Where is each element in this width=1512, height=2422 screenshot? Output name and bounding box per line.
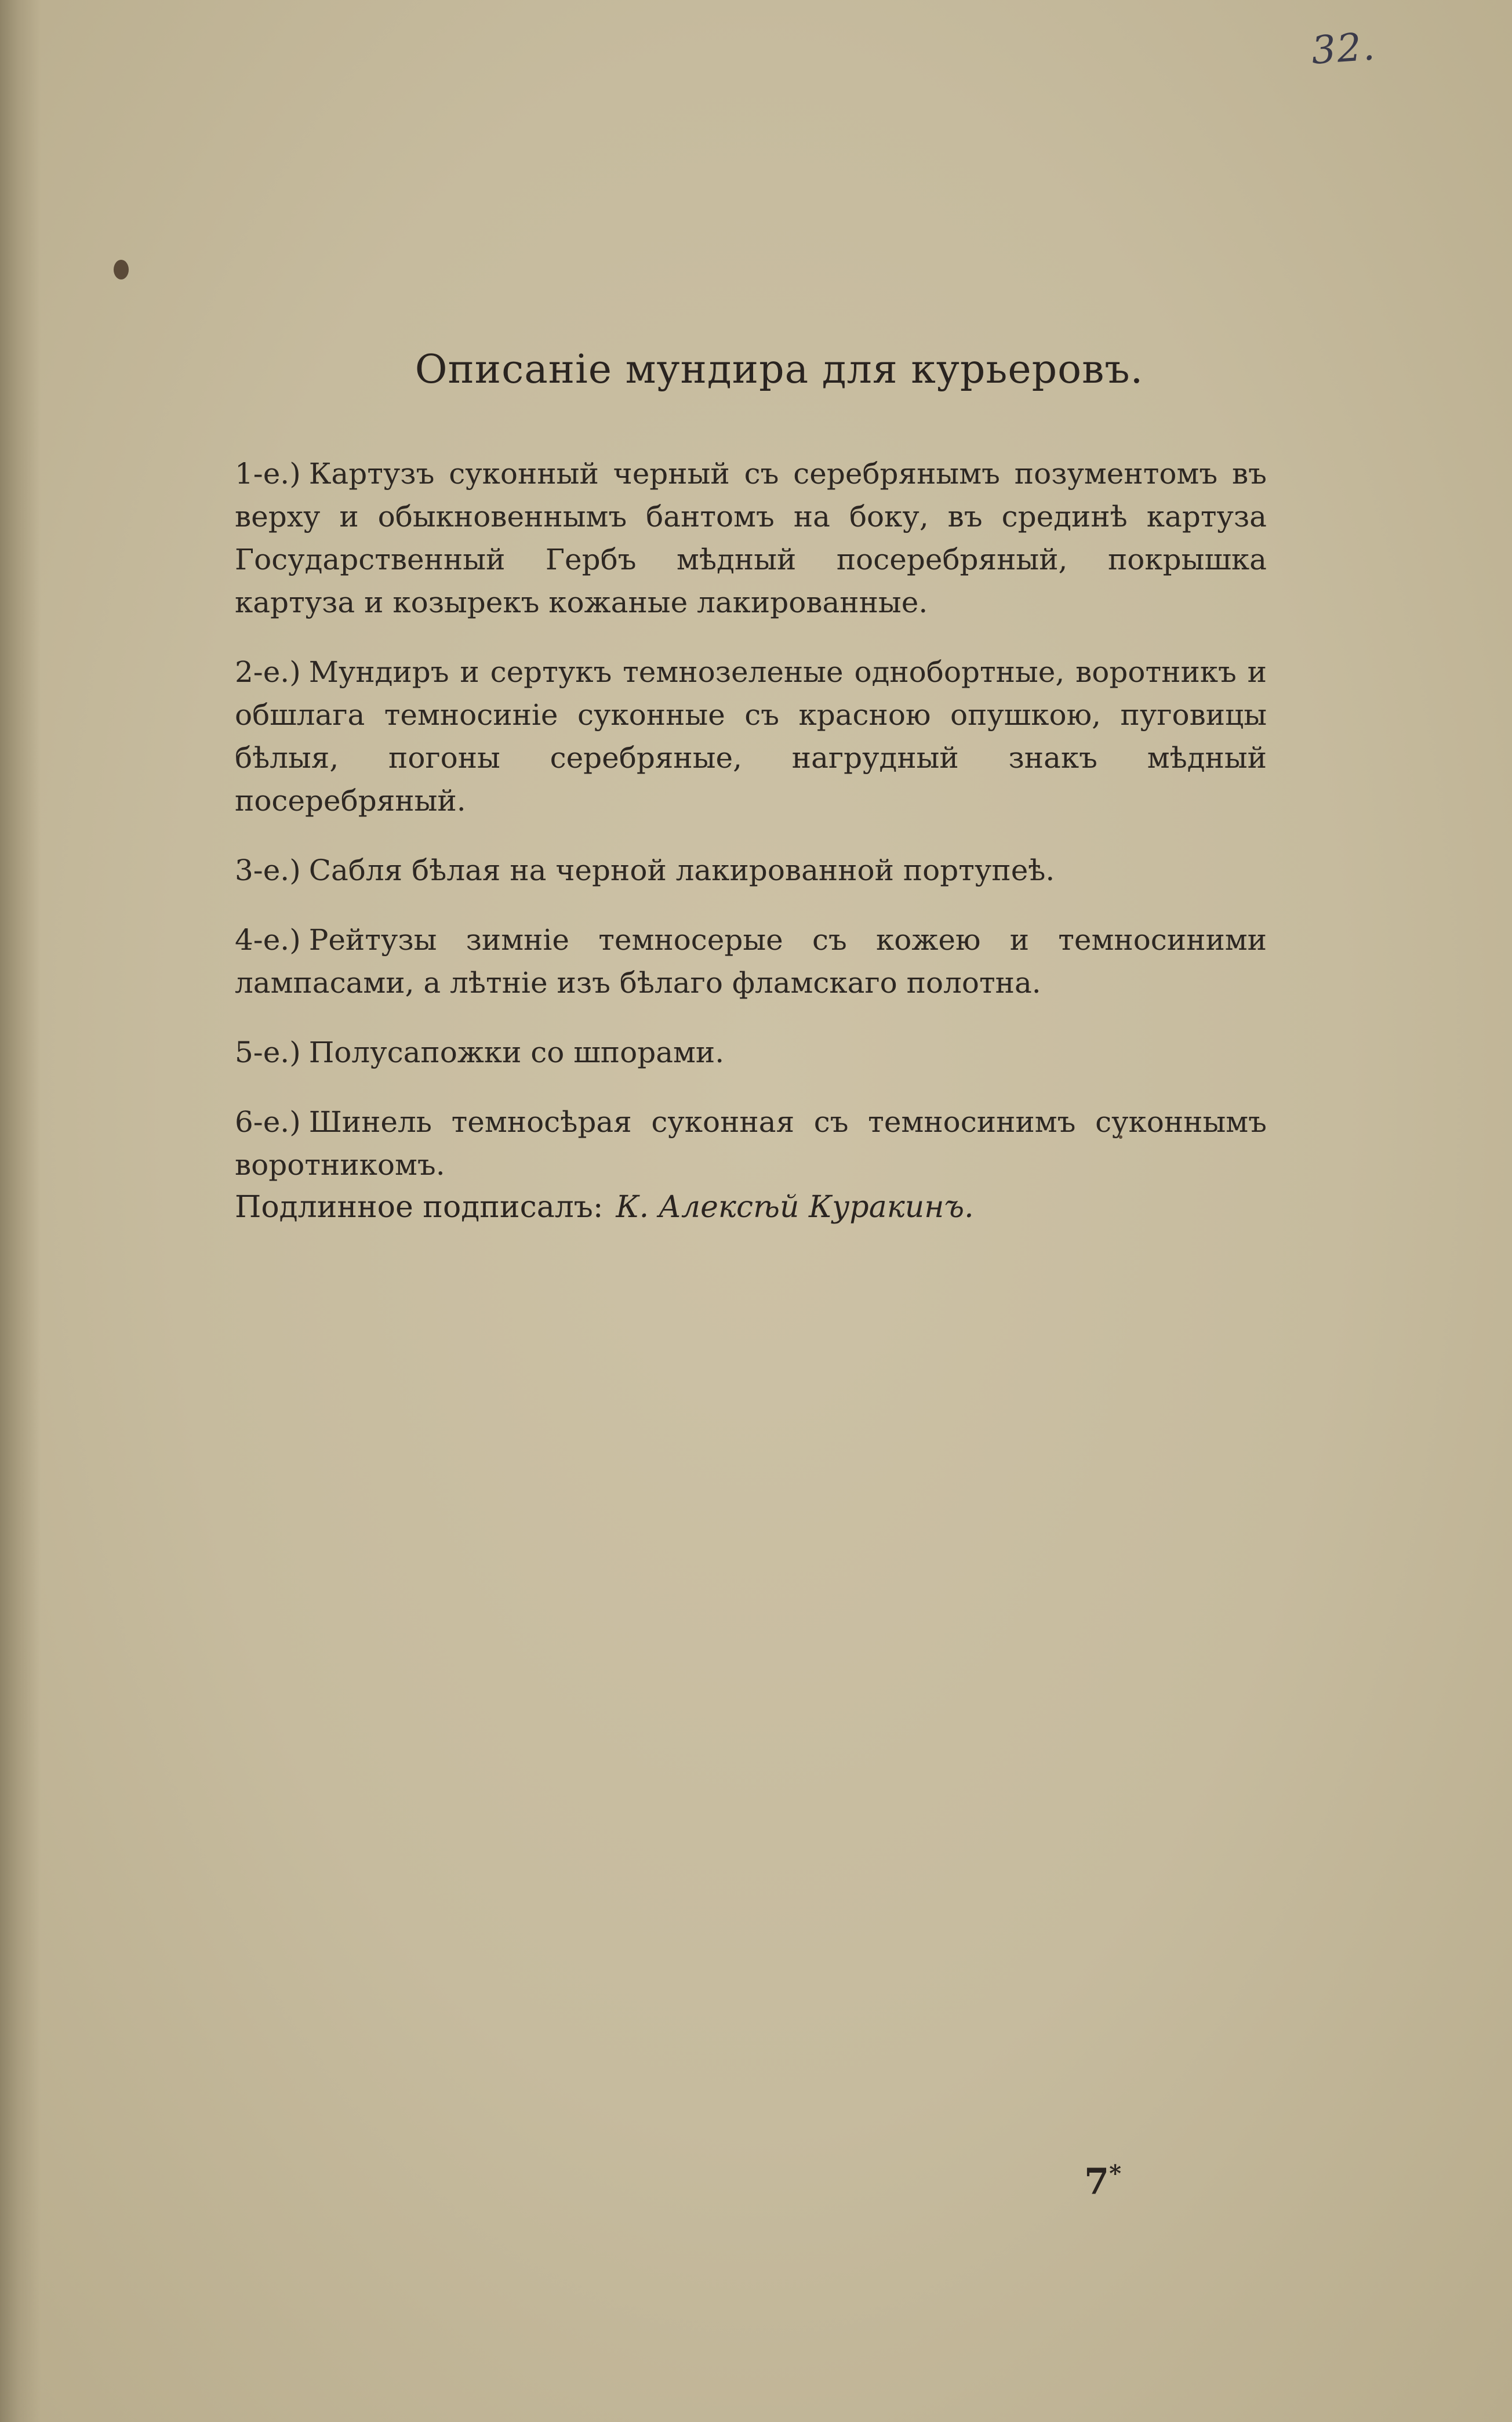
item-text: Полусапожки со шпорами. (308, 1036, 725, 1069)
list-item (235, 452, 1267, 624)
item-number: 6-е.) (235, 1105, 301, 1139)
item-text: Мундиръ и сертукъ темнозеленые однобортные, воротникъ и обшлага темносиніе суконные съ красною опушкою, пуговицы бѣлыя, погоны серебряные, нагрудный знакъ мѣдный посеребряный. (235, 655, 1267, 818)
list-item (235, 1031, 1267, 1074)
folio-number: 32. (1310, 24, 1377, 73)
list-item (235, 651, 1267, 822)
sheet-number: 7 (1084, 2160, 1110, 2203)
signatory-name: К. Алексѣй Куракинъ. (616, 1190, 974, 1225)
item-number: 2-е.) (235, 655, 301, 689)
list-item (235, 918, 1267, 1004)
sheet-asterisk: * (1109, 2160, 1122, 2187)
item-text: Сабля бѣлая на черной лакированной портупеѣ. (308, 854, 1055, 887)
item-text: Шинель темносѣрая суконная съ темносинимъ суконнымъ воротникомъ. (235, 1105, 1267, 1182)
item-text: Рейтузы зимніе темносерые съ кожею и темносиними лампасами, а лѣтніе изъ бѣлаго фламскаго полотна. (235, 923, 1267, 1000)
document-body (235, 452, 1267, 1213)
item-number: 3-е.) (235, 854, 301, 887)
item-number: 5-е.) (235, 1036, 301, 1069)
item-number: 1-е.) (235, 457, 301, 491)
document-title: Описаніе мундира для курьеровъ. (415, 347, 1144, 393)
ink-spot (114, 260, 129, 279)
item-text: Картузъ суконный черный съ серебрянымъ позументомъ въ верху и обыкновеннымъ бантомъ на боку, въ срединѣ картуза Государственный Гербъ мѣдный посеребряный, покрышка картуза и козырекъ кожаные лакированные. (235, 457, 1267, 619)
signature-line (235, 1190, 974, 1225)
item-number: 4-е.) (235, 923, 301, 957)
list-item (235, 849, 1267, 892)
signature-label: Подлинное подписалъ: (235, 1190, 604, 1225)
sheet-signature-mark (1084, 2160, 1121, 2203)
list-item (235, 1101, 1267, 1186)
